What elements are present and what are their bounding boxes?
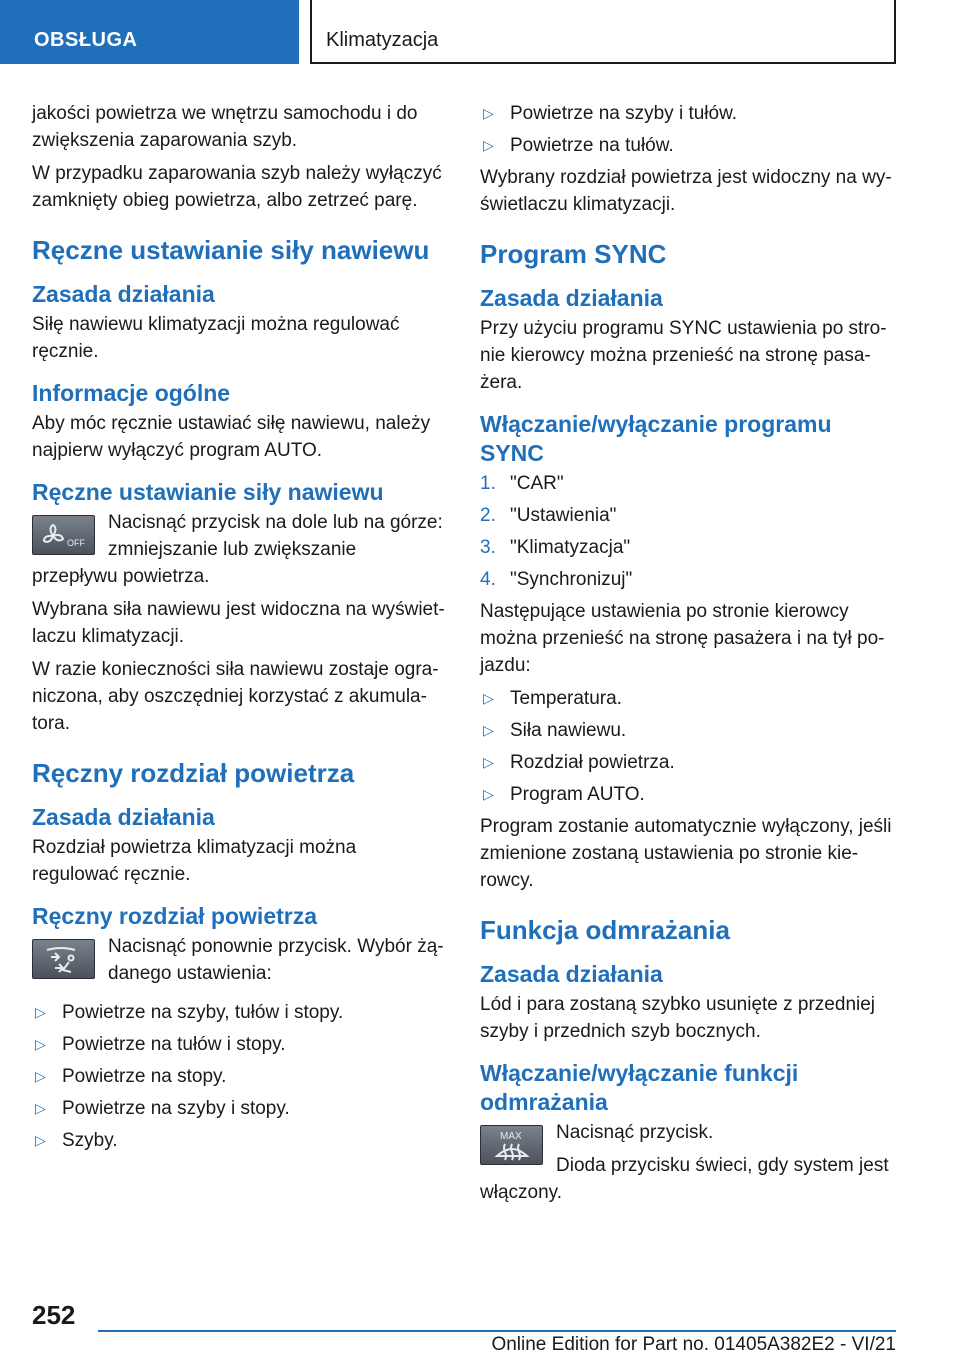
- fan-button-icon: [32, 515, 95, 555]
- list-item-text: Szyby.: [62, 1130, 118, 1151]
- heading-sync: Program SYNC: [480, 239, 667, 269]
- list-item: [480, 100, 895, 127]
- heading-principle: Zasada działania: [480, 285, 663, 311]
- paragraph: Następujące ustawienia po stronie kierowcy można przenieść na stronę pasażera i na tył pojazdu:: [480, 601, 885, 676]
- footer-edition: Online Edition for Part no. 01405A382E2 - VI/21: [491, 1334, 896, 1355]
- heading-principle: Zasada działania: [480, 961, 663, 987]
- step-number: 3.: [480, 537, 496, 558]
- paragraph: Lód i para zostaną szybko usunięte z przedniej szyby i przednich szyb bocznych.: [480, 994, 876, 1042]
- heading-air-distribution: Ręczny rozdział powietrza: [32, 758, 355, 788]
- list-item-text: Powietrze na szyby i stopy.: [62, 1098, 290, 1119]
- step-text: "Klimatyzacja": [510, 537, 631, 558]
- heading-principle: Zasada działania: [32, 281, 215, 307]
- step-text: "CAR": [510, 473, 564, 494]
- list-item: [32, 999, 446, 1026]
- paragraph: jakości powietrza we wnętrzu samochodu i do zwiększenia zaparowania szyb.: [32, 103, 418, 151]
- list-item-text: Program AUTO.: [510, 784, 645, 805]
- bullet-icon: ▷: [35, 1068, 46, 1084]
- list-item: [32, 1127, 446, 1154]
- paragraph: W przypadku zaparowania szyb należy wyłączyć zamknięty obieg powietrza, albo zetrzeć parę.: [32, 163, 442, 211]
- air-distribution-button-icon: [32, 939, 95, 979]
- bullet-icon: ▷: [483, 786, 494, 802]
- step-item: [480, 502, 895, 529]
- paragraph: Rozdział powietrza klimatyzacji można regulować ręcznie.: [32, 837, 357, 885]
- step-text: "Ustawienia": [510, 505, 617, 526]
- bullet-icon: ▷: [35, 1132, 46, 1148]
- list-item: [32, 1095, 446, 1122]
- step-item: [480, 534, 895, 561]
- step-item: [480, 470, 895, 497]
- paragraph: Dioda przycisku świeci, gdy system jest włączony.: [480, 1155, 889, 1203]
- defrost-button-row: [480, 1119, 895, 1206]
- bullet-icon: ▷: [483, 690, 494, 706]
- bullet-icon: ▷: [35, 1036, 46, 1052]
- defrost-button-icon: [480, 1125, 543, 1165]
- step-text: "Synchronizuj": [510, 569, 633, 590]
- list-item-text: Siła nawiewu.: [510, 720, 627, 741]
- paragraph: Nacisnąć przycisk.: [556, 1122, 714, 1143]
- page-number: 252: [32, 1300, 76, 1330]
- list-item: [480, 717, 895, 744]
- left-column: [32, 100, 446, 1159]
- list-item: [32, 1063, 446, 1090]
- list-item: [480, 781, 895, 808]
- heading-manual-blower-setting: Ręczne ustawianie siły nawiewu: [32, 479, 384, 505]
- list-item-text: Rozdział powietrza.: [510, 752, 675, 773]
- list-item: [480, 685, 895, 712]
- paragraph: W razie konieczności siła nawiewu zostaje ograniczona, aby oszczędniej korzystać z akumulatora.: [32, 659, 439, 734]
- bullet-icon: ▷: [483, 137, 494, 153]
- chapter-title: Klimatyzacja: [326, 29, 439, 51]
- defrost-button-text: MAX: [500, 1131, 522, 1142]
- list-item-text: Powietrze na szyby, tułów i stopy.: [62, 1002, 344, 1023]
- right-column: [480, 100, 895, 1212]
- list-item: [32, 1031, 446, 1058]
- section-tab: [0, 0, 299, 64]
- bullet-icon: ▷: [483, 105, 494, 121]
- chapter-header: [310, 0, 896, 64]
- heading-principle: Zasada działania: [32, 804, 215, 830]
- air-distribution-button-row: [32, 933, 446, 993]
- step-number: 1.: [480, 473, 496, 494]
- bullet-icon: ▷: [35, 1100, 46, 1116]
- heading-air-distribution-manual: Ręczny rozdział powietrza: [32, 903, 318, 929]
- section-label: OBSŁUGA: [34, 29, 138, 51]
- bullet-icon: ▷: [483, 754, 494, 770]
- step-number: 4.: [480, 569, 496, 590]
- footer-divider: [98, 1330, 896, 1332]
- paragraph: Przy użyciu programu SYNC ustawienia po stronie kierowcy można przenieść na stronę pasażera.: [480, 318, 887, 393]
- list-item: [480, 749, 895, 776]
- list-item-text: Powietrze na stopy.: [62, 1066, 227, 1087]
- paragraph: Aby móc ręcznie ustawiać siłę nawiewu, należy najpierw wyłączyć program AUTO.: [32, 413, 431, 461]
- paragraph: Wybrany rozdział powietrza jest widoczny na wyświetlaczu klimatyzacji.: [480, 167, 892, 215]
- list-item-text: Powietrze na szyby i tułów.: [510, 103, 738, 124]
- list-item-text: Temperatura.: [510, 688, 622, 709]
- list-item-text: Powietrze na tułów.: [510, 135, 674, 156]
- heading-sync-onoff: Włączanie/wyłączanie programu SYNC: [480, 411, 832, 466]
- heading-general-info: Informacje ogólne: [32, 380, 231, 406]
- list-item-text: Powietrze na tułów i stopy.: [62, 1034, 286, 1055]
- heading-defrost: Funkcja odmrażania: [480, 915, 730, 945]
- paragraph: Wybrana siła nawiewu jest widoczna na wyświetlaczu klimatyzacji.: [32, 599, 445, 647]
- heading-defrost-onoff: Włączanie/wyłączanie funkcji odmrażania: [480, 1060, 799, 1115]
- paragraph: Nacisnąć ponownie przycisk. Wybór żądanego ustawienia:: [108, 936, 444, 984]
- step-item: [480, 566, 895, 593]
- bullet-icon: ▷: [483, 722, 494, 738]
- paragraph: Nacisnąć przycisk na dole lub na górze: zmniejszanie lub zwiększanie przepływu powietrza.: [32, 512, 443, 587]
- step-number: 2.: [480, 505, 496, 526]
- paragraph: Siłę nawiewu klimatyzacji można regulować ręcznie.: [32, 314, 400, 362]
- bullet-icon: ▷: [35, 1004, 46, 1020]
- fan-button-row: [32, 509, 446, 590]
- heading-manual-blower: Ręczne ustawianie siły nawiewu: [32, 235, 430, 265]
- fan-button-text: OFF: [67, 538, 85, 548]
- list-item: [480, 132, 895, 159]
- paragraph: Program zostanie automatycznie wyłączony, jeśli zmienione zostaną ustawienia po stronie kierowcy.: [480, 816, 892, 891]
